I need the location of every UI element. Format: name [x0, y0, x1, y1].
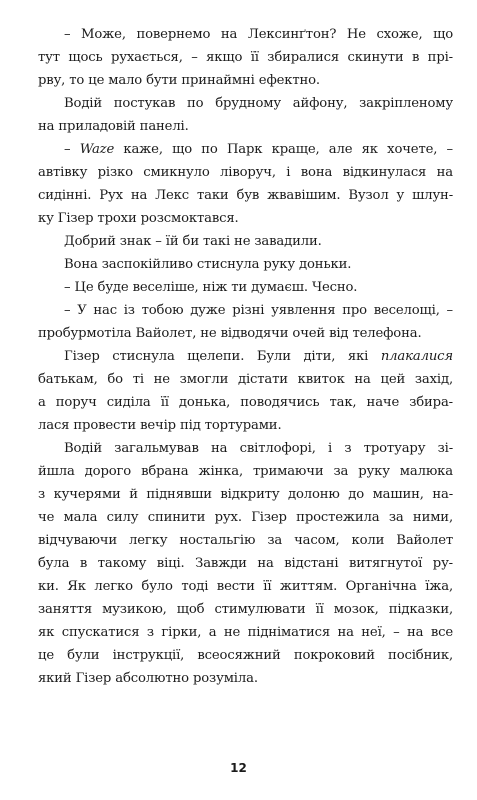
text-line: Вона заспокійливо стиснула руку доньки.	[64, 257, 352, 272]
text-line: пробурмотіла Вайолет, не відводячи очей від телефона.	[38, 326, 422, 341]
text-line: – У нас із тобою дуже різні уявлення про веселощі, –	[64, 303, 453, 318]
text-line: Водій постукав по брудному айфону, закріпленому	[64, 96, 453, 111]
text-line: йшла дорого вбрана жінка, тримаючи за руку малюка	[38, 464, 453, 479]
text-line: рву, то це мало бути принаймні ефектно.	[38, 73, 320, 88]
text-line: автівку різко смикнуло ліворуч, і вона відкинулася на	[38, 165, 453, 180]
text-line: а поруч сиділа її донька, поводячись так, наче збира-	[38, 395, 453, 410]
text-line: заняття музикою, щоб стимулювати її мозок, підказки,	[38, 602, 453, 617]
text-line: – Може, повернемо на Лексинґтон? Не схоже, що	[64, 27, 453, 42]
text-line: лася провести вечір під тортурами.	[38, 418, 282, 433]
body-text	[38, 23, 453, 690]
text-line: це були інструкції, всеосяжний покроковий посібник,	[38, 648, 453, 663]
italic-word: Waze	[79, 142, 115, 157]
text-line: відчуваючи легку ностальгію за часом, коли Вайолет	[38, 533, 453, 548]
text-line: ку Гізер трохи розсмоктався.	[38, 211, 239, 226]
text-line: який Гізер абсолютно розуміла.	[38, 671, 258, 686]
text-line: – Waze каже, що по Парк краще, але як хочете, –	[64, 142, 453, 157]
text-line: Гізер стиснула щелепи. Були діти, які плакалися	[64, 349, 453, 364]
text-line: батькам, бо ті не змогли дістати квиток на цей захід,	[38, 372, 453, 387]
text-line: Водій загальмував на світлофорі, і з тротуару зі-	[64, 441, 453, 456]
text-line: як спускатися з гірки, а не підніматися на неї, – на все	[38, 625, 453, 640]
text-line: ки. Як легко було тоді вести її життям. Органічна їжа,	[38, 579, 453, 594]
text-line: – Це буде веселіше, ніж ти думаєш. Чесно.	[64, 280, 358, 295]
text-line: тут щось рухається, – якщо її збиралися скинути в прі-	[38, 50, 453, 65]
text-line: Добрий знак – їй би такі не завадили.	[64, 234, 322, 249]
text-line: з кучерями й піднявши відкриту долоню до машин, на-	[38, 487, 453, 502]
text-line: сидінні. Рух на Лекс таки був жвавішим. Вузол у шлун-	[38, 188, 453, 203]
page-number: 12	[230, 761, 247, 775]
italic-word: плакалися	[380, 349, 453, 364]
text-line: була в такому віці. Завжди на відстані витягнутої ру-	[38, 556, 453, 571]
text-line: на приладовій панелі.	[38, 119, 189, 134]
text-line: че мала силу спинити рух. Гізер простежила за ними,	[38, 510, 453, 525]
